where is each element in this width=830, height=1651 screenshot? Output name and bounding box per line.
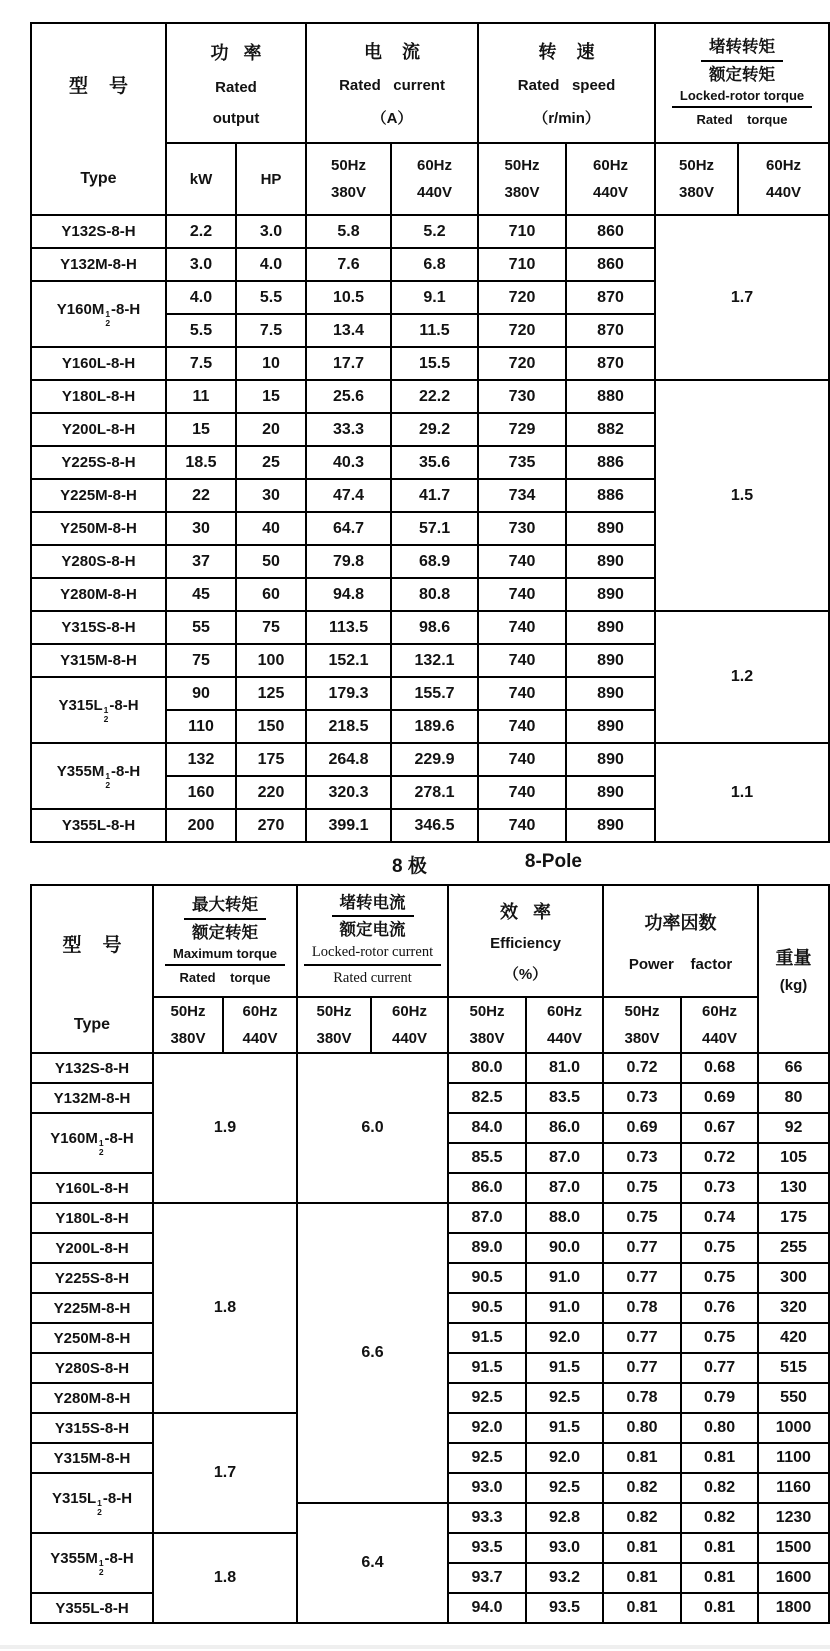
speed-50hz-cell: 740	[478, 644, 566, 677]
efficiency-50hz-cell: 92.5	[448, 1443, 526, 1473]
kw-cell: 11	[166, 380, 236, 413]
kw-cell: 3.0	[166, 248, 236, 281]
power-factor-header: 功率因数 Power factor	[603, 885, 758, 997]
speed-50hz-cell: 730	[478, 512, 566, 545]
efficiency-60hz-cell: 91.5	[526, 1413, 603, 1443]
torque-60hz-subheader: 60Hz 440V	[223, 997, 297, 1053]
pf-50hz-cell: 0.78	[603, 1383, 681, 1413]
model-cell: Y200L-8-H	[31, 1233, 153, 1263]
weight-cell: 66	[758, 1053, 829, 1083]
efficiency-50hz-cell: 89.0	[448, 1233, 526, 1263]
pf-50hz-cell: 0.75	[603, 1173, 681, 1203]
speed-50hz-cell: 740	[478, 776, 566, 809]
model-cell: Y355L-8-H	[31, 809, 166, 842]
efficiency-50hz-cell: 84.0	[448, 1113, 526, 1143]
current-60hz-cell: 229.9	[391, 743, 478, 776]
kw-cell: 200	[166, 809, 236, 842]
model-cell: Y160L-8-H	[31, 347, 166, 380]
model-cell: Y225M-8-H	[31, 1293, 153, 1323]
weight-cell: 105	[758, 1143, 829, 1173]
model-frame-size-fraction: 1 2	[105, 771, 111, 790]
weight-cell: 175	[758, 1203, 829, 1233]
current-60hz-cell: 57.1	[391, 512, 478, 545]
weight-cell: 130	[758, 1173, 829, 1203]
model-cell: Y132M-8-H	[31, 248, 166, 281]
speed-60hz-cell: 882	[566, 413, 655, 446]
pf-60hz-cell: 0.74	[681, 1203, 758, 1233]
speed-60hz-cell: 890	[566, 776, 655, 809]
current-60hz-subheader: 60Hz 440V	[371, 997, 448, 1053]
pf-60hz-cell: 0.81	[681, 1563, 758, 1593]
hp-cell: 270	[236, 809, 306, 842]
current-60hz-cell: 6.8	[391, 248, 478, 281]
current-50hz-cell: 10.5	[306, 281, 391, 314]
speed-60hz-cell: 870	[566, 281, 655, 314]
hp-cell: 4.0	[236, 248, 306, 281]
pf-60hz-cell: 0.68	[681, 1053, 758, 1083]
current-50hz-cell: 47.4	[306, 479, 391, 512]
model-frame-size-fraction: 1 2	[97, 1498, 102, 1517]
efficiency-50hz-cell: 92.0	[448, 1413, 526, 1443]
efficiency-60hz-cell: 90.0	[526, 1233, 603, 1263]
efficiency-50hz-cell: 92.5	[448, 1383, 526, 1413]
kw-cell: 4.0	[166, 281, 236, 314]
current-50hz-cell: 40.3	[306, 446, 391, 479]
pf-50hz-cell: 0.77	[603, 1263, 681, 1293]
kw-cell: 37	[166, 545, 236, 578]
speed-60hz-cell: 890	[566, 710, 655, 743]
model-cell: Y180L-8-H	[31, 1203, 153, 1233]
current-50hz-cell: 152.1	[306, 644, 391, 677]
speed-50hz-cell: 720	[478, 281, 566, 314]
hp-cell: 5.5	[236, 281, 306, 314]
kw-cell: 160	[166, 776, 236, 809]
weight-cell: 255	[758, 1233, 829, 1263]
speed-60hz-cell: 890	[566, 677, 655, 710]
current-50hz-subheader: 50Hz 380V	[297, 997, 371, 1053]
scan-edge-artifact	[0, 1645, 830, 1649]
torque-50hz-subheader: 50Hz 380V	[655, 143, 738, 215]
rated-output-header: 功 率 Rated output	[166, 23, 306, 143]
speed-60hz-cell: 890	[566, 611, 655, 644]
table-8pole-torque-current-efficiency-pf-weight	[30, 884, 830, 1624]
locked-current-ratio-cell: 6.4	[297, 1503, 448, 1623]
model-cell: Y132M-8-H	[31, 1083, 153, 1113]
pf-60hz-cell: 0.79	[681, 1383, 758, 1413]
weight-cell: 300	[758, 1263, 829, 1293]
type-header-zh: 型 号	[68, 75, 129, 97]
kw-cell: 2.2	[166, 215, 236, 248]
current-60hz-cell: 132.1	[391, 644, 478, 677]
pf-60hz-cell: 0.81	[681, 1443, 758, 1473]
hp-cell: 150	[236, 710, 306, 743]
speed-50hz-cell: 740	[478, 710, 566, 743]
hp-cell: 7.5	[236, 314, 306, 347]
pole-label-en: 8-Pole	[524, 851, 582, 872]
model-cell: Y132S-8-H	[31, 215, 166, 248]
hp-cell: 10	[236, 347, 306, 380]
speed-50hz-cell: 735	[478, 446, 566, 479]
kw-cell: 90	[166, 677, 236, 710]
speed-60hz-cell: 860	[566, 215, 655, 248]
pf-50hz-cell: 0.81	[603, 1563, 681, 1593]
hp-cell: 125	[236, 677, 306, 710]
efficiency-60hz-cell: 92.8	[526, 1503, 603, 1533]
speed-60hz-cell: 886	[566, 446, 655, 479]
efficiency-60hz-cell: 93.2	[526, 1563, 603, 1593]
efficiency-header: 效 率 Efficiency （%）	[448, 885, 603, 997]
pf-50hz-cell: 0.69	[603, 1113, 681, 1143]
model-cell: Y280M-8-H	[31, 578, 166, 611]
pf-50hz-cell: 0.77	[603, 1233, 681, 1263]
weight-cell: 1000	[758, 1413, 829, 1443]
kw-cell: 15	[166, 413, 236, 446]
hp-cell: 175	[236, 743, 306, 776]
current-60hz-cell: 41.7	[391, 479, 478, 512]
pf-50hz-cell: 0.80	[603, 1413, 681, 1443]
speed-60hz-cell: 890	[566, 578, 655, 611]
pf-50hz-cell: 0.72	[603, 1053, 681, 1083]
current-50hz-cell: 79.8	[306, 545, 391, 578]
current-60hz-cell: 29.2	[391, 413, 478, 446]
weight-cell: 515	[758, 1353, 829, 1383]
model-cell: Y315M-8-H	[31, 1443, 153, 1473]
rated-current-header: 电 流 Rated current （A）	[306, 23, 478, 143]
locked-current-ratio-cell: 6.6	[297, 1203, 448, 1503]
kw-cell: 75	[166, 644, 236, 677]
model-cell: Y280S-8-H	[31, 545, 166, 578]
pf-50hz-cell: 0.77	[603, 1353, 681, 1383]
current-50hz-cell: 320.3	[306, 776, 391, 809]
speed-60hz-cell: 886	[566, 479, 655, 512]
weight-cell: 1100	[758, 1443, 829, 1473]
current-60hz-cell: 80.8	[391, 578, 478, 611]
efficiency-60hz-cell: 81.0	[526, 1053, 603, 1083]
pole-divider	[88, 851, 830, 878]
pf-60hz-cell: 0.82	[681, 1473, 758, 1503]
efficiency-50hz-cell: 90.5	[448, 1263, 526, 1293]
kw-cell: 30	[166, 512, 236, 545]
hp-cell: 220	[236, 776, 306, 809]
efficiency-60hz-cell: 88.0	[526, 1203, 603, 1233]
current-60hz-cell: 9.1	[391, 281, 478, 314]
current-50hz-subheader: 50Hz 380V	[306, 143, 391, 215]
hp-cell: 30	[236, 479, 306, 512]
model-cell: Y315S-8-H	[31, 1413, 153, 1443]
speed-50hz-cell: 740	[478, 743, 566, 776]
kw-cell: 45	[166, 578, 236, 611]
efficiency-50hz-subheader: 50Hz 380V	[448, 997, 526, 1053]
efficiency-50hz-cell: 93.3	[448, 1503, 526, 1533]
model-cell: Y200L-8-H	[31, 413, 166, 446]
speed-60hz-cell: 870	[566, 347, 655, 380]
pf-50hz-cell: 0.75	[603, 1203, 681, 1233]
efficiency-60hz-cell: 87.0	[526, 1143, 603, 1173]
pf-60hz-cell: 0.76	[681, 1293, 758, 1323]
current-50hz-cell: 264.8	[306, 743, 391, 776]
pf-60hz-cell: 0.80	[681, 1413, 758, 1443]
speed-50hz-subheader: 50Hz 380V	[478, 143, 566, 215]
type-header-en: Type	[80, 170, 117, 187]
kw-subheader: kW	[166, 143, 236, 215]
speed-60hz-cell: 890	[566, 809, 655, 842]
max-torque-ratio-cell: 1.8	[153, 1533, 297, 1623]
speed-50hz-cell: 740	[478, 809, 566, 842]
current-60hz-cell: 98.6	[391, 611, 478, 644]
current-50hz-cell: 33.3	[306, 413, 391, 446]
model-cell: Y250M-8-H	[31, 512, 166, 545]
torque-ratio-cell: 1.5	[655, 380, 829, 611]
pf-50hz-cell: 0.82	[603, 1473, 681, 1503]
torque-ratio-cell: 1.7	[655, 215, 829, 380]
hp-cell: 3.0	[236, 215, 306, 248]
speed-50hz-cell: 710	[478, 215, 566, 248]
pf-50hz-cell: 0.81	[603, 1593, 681, 1623]
kw-cell: 7.5	[166, 347, 236, 380]
current-60hz-cell: 11.5	[391, 314, 478, 347]
kw-cell: 5.5	[166, 314, 236, 347]
type-header-cell	[31, 885, 153, 1053]
model-cell: Y315L 1 2 -8-H	[31, 677, 166, 743]
model-frame-size-fraction: 1 2	[98, 1558, 104, 1577]
weight-cell: 420	[758, 1323, 829, 1353]
current-60hz-cell: 35.6	[391, 446, 478, 479]
efficiency-60hz-cell: 86.0	[526, 1113, 603, 1143]
speed-60hz-cell: 890	[566, 644, 655, 677]
current-50hz-cell: 25.6	[306, 380, 391, 413]
speed-50hz-cell: 720	[478, 347, 566, 380]
current-50hz-cell: 5.8	[306, 215, 391, 248]
speed-50hz-cell: 734	[478, 479, 566, 512]
speed-60hz-subheader: 60Hz 440V	[566, 143, 655, 215]
efficiency-50hz-cell: 94.0	[448, 1593, 526, 1623]
efficiency-50hz-cell: 90.5	[448, 1293, 526, 1323]
weight-header: 重量 (kg)	[758, 885, 829, 1053]
current-50hz-cell: 399.1	[306, 809, 391, 842]
current-50hz-cell: 94.8	[306, 578, 391, 611]
efficiency-60hz-subheader: 60Hz 440V	[526, 997, 603, 1053]
model-cell: Y280M-8-H	[31, 1383, 153, 1413]
hp-cell: 25	[236, 446, 306, 479]
efficiency-50hz-cell: 87.0	[448, 1203, 526, 1233]
max-torque-ratio-cell: 1.9	[153, 1053, 297, 1203]
table-8pole-power-current-speed-torque	[30, 22, 830, 843]
pf-50hz-subheader: 50Hz 380V	[603, 997, 681, 1053]
efficiency-50hz-cell: 86.0	[448, 1173, 526, 1203]
model-cell: Y355M 1 2 -8-H	[31, 1533, 153, 1593]
hp-subheader: HP	[236, 143, 306, 215]
pf-50hz-cell: 0.73	[603, 1083, 681, 1113]
model-cell: Y355L-8-H	[31, 1593, 153, 1623]
pf-50hz-cell: 0.81	[603, 1443, 681, 1473]
current-50hz-cell: 179.3	[306, 677, 391, 710]
efficiency-60hz-cell: 92.0	[526, 1443, 603, 1473]
torque-60hz-subheader: 60Hz 440V	[738, 143, 829, 215]
model-frame-size-fraction: 1 2	[105, 309, 111, 328]
model-cell: Y280S-8-H	[31, 1353, 153, 1383]
model-cell: Y250M-8-H	[31, 1323, 153, 1353]
efficiency-60hz-cell: 91.5	[526, 1353, 603, 1383]
weight-cell: 1600	[758, 1563, 829, 1593]
efficiency-60hz-cell: 87.0	[526, 1173, 603, 1203]
type-header-cell	[31, 23, 166, 215]
pf-50hz-cell: 0.78	[603, 1293, 681, 1323]
efficiency-50hz-cell: 91.5	[448, 1353, 526, 1383]
speed-60hz-cell: 880	[566, 380, 655, 413]
efficiency-50hz-cell: 93.7	[448, 1563, 526, 1593]
max-torque-ratio-cell: 1.7	[153, 1413, 297, 1533]
kw-cell: 18.5	[166, 446, 236, 479]
current-60hz-cell: 15.5	[391, 347, 478, 380]
weight-cell: 550	[758, 1383, 829, 1413]
efficiency-50hz-cell: 93.0	[448, 1473, 526, 1503]
current-50hz-cell: 13.4	[306, 314, 391, 347]
pf-60hz-cell: 0.75	[681, 1323, 758, 1353]
locked-current-ratio-cell: 6.0	[297, 1053, 448, 1203]
current-60hz-cell: 155.7	[391, 677, 478, 710]
model-cell: Y132S-8-H	[31, 1053, 153, 1083]
current-60hz-subheader: 60Hz 440V	[391, 143, 478, 215]
pf-60hz-cell: 0.77	[681, 1353, 758, 1383]
hp-cell: 50	[236, 545, 306, 578]
locked-current-header: 堵转电流 额定电流 Locked-rotor current Rated current	[297, 885, 448, 997]
hp-cell: 60	[236, 578, 306, 611]
kw-cell: 22	[166, 479, 236, 512]
weight-cell: 80	[758, 1083, 829, 1113]
pf-60hz-cell: 0.75	[681, 1233, 758, 1263]
current-60hz-cell: 68.9	[391, 545, 478, 578]
model-cell: Y225S-8-H	[31, 1263, 153, 1293]
kw-cell: 110	[166, 710, 236, 743]
speed-60hz-cell: 890	[566, 512, 655, 545]
current-50hz-cell: 7.6	[306, 248, 391, 281]
weight-cell: 1500	[758, 1533, 829, 1563]
pf-50hz-cell: 0.73	[603, 1143, 681, 1173]
pf-60hz-cell: 0.67	[681, 1113, 758, 1143]
pf-60hz-cell: 0.81	[681, 1533, 758, 1563]
efficiency-50hz-cell: 91.5	[448, 1323, 526, 1353]
model-cell: Y315S-8-H	[31, 611, 166, 644]
model-cell: Y160L-8-H	[31, 1173, 153, 1203]
hp-cell: 15	[236, 380, 306, 413]
model-cell: Y225M-8-H	[31, 479, 166, 512]
speed-50hz-cell: 740	[478, 677, 566, 710]
pf-60hz-cell: 0.82	[681, 1503, 758, 1533]
speed-60hz-cell: 870	[566, 314, 655, 347]
speed-50hz-cell: 729	[478, 413, 566, 446]
speed-50hz-cell: 740	[478, 611, 566, 644]
kw-cell: 132	[166, 743, 236, 776]
torque-50hz-subheader: 50Hz 380V	[153, 997, 223, 1053]
kw-cell: 55	[166, 611, 236, 644]
speed-50hz-cell: 720	[478, 314, 566, 347]
pf-60hz-cell: 0.72	[681, 1143, 758, 1173]
speed-50hz-cell: 710	[478, 248, 566, 281]
max-torque-ratio-cell: 1.8	[153, 1203, 297, 1413]
efficiency-60hz-cell: 93.0	[526, 1533, 603, 1563]
efficiency-60hz-cell: 91.0	[526, 1263, 603, 1293]
efficiency-50hz-cell: 85.5	[448, 1143, 526, 1173]
pf-60hz-cell: 0.81	[681, 1593, 758, 1623]
speed-50hz-cell: 730	[478, 380, 566, 413]
pole-label-zh: 8 极	[392, 856, 427, 877]
weight-cell: 1800	[758, 1593, 829, 1623]
model-cell: Y315L 1 2 -8-H	[31, 1473, 153, 1533]
rated-speed-header: 转 速 Rated speed （r/min）	[478, 23, 655, 143]
current-60hz-cell: 346.5	[391, 809, 478, 842]
speed-60hz-cell: 890	[566, 743, 655, 776]
current-50hz-cell: 17.7	[306, 347, 391, 380]
hp-cell: 75	[236, 611, 306, 644]
weight-cell: 1160	[758, 1473, 829, 1503]
pf-50hz-cell: 0.82	[603, 1503, 681, 1533]
model-frame-size-fraction: 1 2	[98, 1138, 104, 1157]
current-60hz-cell: 5.2	[391, 215, 478, 248]
current-60hz-cell: 278.1	[391, 776, 478, 809]
model-cell: Y180L-8-H	[31, 380, 166, 413]
locked-rotor-torque-header: 堵转转矩 额定转矩 Locked-rotor torque Rated torque	[655, 23, 829, 143]
efficiency-60hz-cell: 93.5	[526, 1593, 603, 1623]
efficiency-60hz-cell: 91.0	[526, 1293, 603, 1323]
hp-cell: 100	[236, 644, 306, 677]
speed-50hz-cell: 740	[478, 545, 566, 578]
model-frame-size-fraction: 1 2	[103, 705, 109, 724]
pf-60hz-cell: 0.69	[681, 1083, 758, 1113]
pf-50hz-cell: 0.77	[603, 1323, 681, 1353]
efficiency-50hz-cell: 93.5	[448, 1533, 526, 1563]
efficiency-50hz-cell: 82.5	[448, 1083, 526, 1113]
torque-ratio-cell: 1.1	[655, 743, 829, 842]
model-cell: Y355M 1 2 -8-H	[31, 743, 166, 809]
torque-ratio-cell: 1.2	[655, 611, 829, 743]
efficiency-60hz-cell: 92.5	[526, 1383, 603, 1413]
current-60hz-cell: 189.6	[391, 710, 478, 743]
current-50hz-cell: 64.7	[306, 512, 391, 545]
efficiency-60hz-cell: 92.5	[526, 1473, 603, 1503]
speed-60hz-cell: 890	[566, 545, 655, 578]
pf-60hz-cell: 0.73	[681, 1173, 758, 1203]
weight-cell: 92	[758, 1113, 829, 1143]
model-cell: Y225S-8-H	[31, 446, 166, 479]
weight-cell: 1230	[758, 1503, 829, 1533]
model-cell: Y160M 1 2 -8-H	[31, 281, 166, 347]
model-cell: Y160M 1 2 -8-H	[31, 1113, 153, 1173]
speed-60hz-cell: 860	[566, 248, 655, 281]
pf-60hz-cell: 0.75	[681, 1263, 758, 1293]
speed-50hz-cell: 740	[478, 578, 566, 611]
type-header-en: Type	[73, 1016, 111, 1033]
efficiency-50hz-cell: 80.0	[448, 1053, 526, 1083]
pf-60hz-subheader: 60Hz 440V	[681, 997, 758, 1053]
current-50hz-cell: 113.5	[306, 611, 391, 644]
pf-50hz-cell: 0.81	[603, 1533, 681, 1563]
weight-cell: 320	[758, 1293, 829, 1323]
hp-cell: 40	[236, 512, 306, 545]
hp-cell: 20	[236, 413, 306, 446]
efficiency-60hz-cell: 83.5	[526, 1083, 603, 1113]
current-50hz-cell: 218.5	[306, 710, 391, 743]
efficiency-60hz-cell: 92.0	[526, 1323, 603, 1353]
current-60hz-cell: 22.2	[391, 380, 478, 413]
max-torque-header: 最大转矩 额定转矩 Maximum torque Rated torque	[153, 885, 297, 997]
model-cell: Y315M-8-H	[31, 644, 166, 677]
type-header-zh: 型 号	[62, 934, 122, 956]
